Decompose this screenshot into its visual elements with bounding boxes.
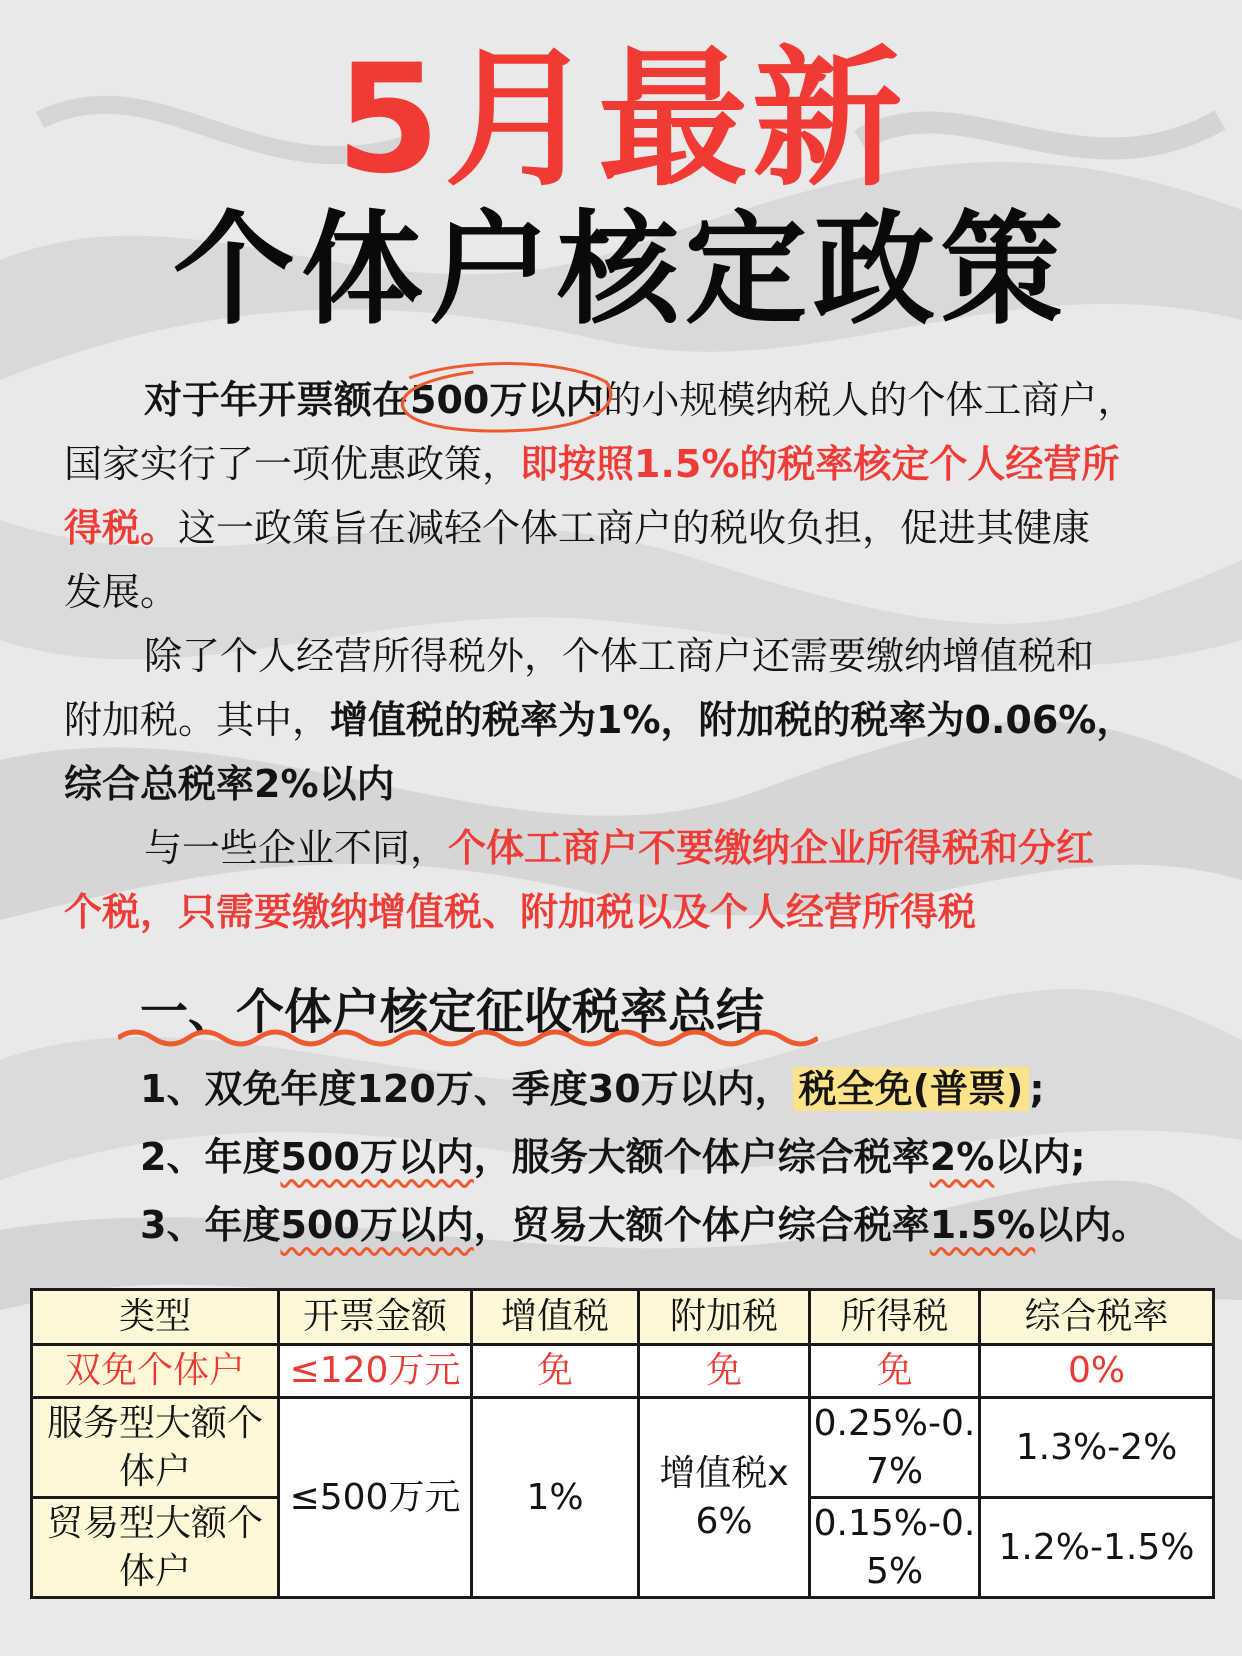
p1-text-d: 这一政策旨在减轻个体工商户的税收负担，促进其健康 bbox=[178, 506, 1091, 550]
table-cell: 0.15%-0.5% bbox=[810, 1498, 980, 1598]
list-1-suffix: ; bbox=[1029, 1067, 1045, 1111]
table-cell: 免 bbox=[472, 1345, 639, 1398]
list-item-2 bbox=[140, 1123, 1149, 1191]
p2-text-b: 附加税。其中， bbox=[64, 698, 331, 742]
p3-red-text-2: 个税，只需要缴纳增值税、附加税以及个人经营所得税 bbox=[64, 890, 977, 934]
table-header-cell: 类型 bbox=[32, 1290, 279, 1345]
table-cell: 增值税x6% bbox=[639, 1398, 810, 1598]
section-heading: 一、个体户核定征收税率总结 bbox=[140, 984, 765, 1040]
table-header-cell: 增值税 bbox=[472, 1290, 639, 1345]
list-2-prefix: 2、年度 bbox=[140, 1135, 281, 1179]
p2-text-a: 除了个人经营所得税外，个体工商户还需要缴纳增值税和 bbox=[144, 634, 1095, 678]
list-2-underline-1: 500万以内 bbox=[280, 1135, 474, 1179]
list-1-text: 1、双免年度120万、季度30万以内， bbox=[140, 1067, 793, 1111]
p1-red-text-2: 得税。 bbox=[64, 506, 179, 550]
table-cell: ≤120万元 bbox=[279, 1345, 472, 1398]
table-cell: ≤500万元 bbox=[279, 1398, 472, 1598]
p1-circled-text: 500万以内 bbox=[410, 378, 604, 422]
circled-500wan bbox=[410, 368, 603, 432]
p2-bold-total: 综合总税率2%以内 bbox=[64, 762, 395, 806]
table-cell: 贸易型大额个体户 bbox=[32, 1498, 279, 1598]
table-header-cell: 所得税 bbox=[810, 1290, 980, 1345]
title-line-2: 个体户核定政策 bbox=[173, 199, 1069, 341]
table-row bbox=[32, 1345, 1214, 1398]
list-item-1 bbox=[140, 1055, 1149, 1123]
list-3-underline-1: 500万以内 bbox=[280, 1203, 474, 1247]
list-2-mid: ，服务大额个体户综合税率 bbox=[473, 1135, 930, 1179]
list-1-highlight: 税全免(普票) bbox=[793, 1067, 1030, 1111]
table-header-cell: 综合税率 bbox=[980, 1290, 1214, 1345]
p1-text-c: 国家实行了一项优惠政策， bbox=[64, 442, 521, 486]
table-header-row bbox=[32, 1290, 1214, 1345]
table-row bbox=[32, 1398, 1214, 1498]
list-2-underline-2: 2% bbox=[929, 1135, 995, 1179]
table-cell: 0.25%-0.7% bbox=[810, 1398, 980, 1498]
table-cell: 1.3%-2% bbox=[980, 1398, 1214, 1498]
table-cell: 1% bbox=[472, 1398, 639, 1598]
paragraph-2 bbox=[64, 624, 1184, 816]
list-3-prefix: 3、年度 bbox=[140, 1203, 281, 1247]
table-cell: 服务型大额个体户 bbox=[32, 1398, 279, 1498]
list-3-mid: ，贸易大额个体户综合税率 bbox=[473, 1203, 930, 1247]
rate-summary-list bbox=[140, 1055, 1149, 1259]
p3-red-text-1: 个体工商户不要缴纳企业所得税和分红 bbox=[448, 826, 1095, 870]
p1-red-text-1: 即按照1.5%的税率核定个人经营所 bbox=[520, 442, 1120, 486]
list-2-suffix: 以内; bbox=[994, 1135, 1086, 1179]
tax-rate-table bbox=[30, 1288, 1215, 1599]
paragraph-3 bbox=[64, 816, 1184, 944]
table-cell: 免 bbox=[810, 1345, 980, 1398]
paragraph-1 bbox=[64, 368, 1184, 624]
p1-text-e: 发展。 bbox=[64, 570, 179, 614]
p1-text-a: 对于年开票额在 bbox=[144, 378, 411, 422]
table-cell: 0% bbox=[980, 1345, 1214, 1398]
table-header-cell: 开票金额 bbox=[279, 1290, 472, 1345]
table-cell: 免 bbox=[639, 1345, 810, 1398]
title-line-1: 5月最新 bbox=[335, 33, 907, 207]
list-3-underline-2: 1.5% bbox=[929, 1203, 1036, 1247]
list-item-3 bbox=[140, 1191, 1149, 1259]
p1-text-b: 的小规模纳税人的个体工商户， bbox=[603, 378, 1136, 422]
p3-text-a: 与一些企业不同， bbox=[144, 826, 449, 870]
p2-bold-rates: 增值税的税率为1%，附加税的税率为0.06%， bbox=[330, 698, 1135, 742]
table-cell: 双免个体户 bbox=[32, 1345, 279, 1398]
table-cell: 1.2%-1.5% bbox=[980, 1498, 1214, 1598]
table-header-cell: 附加税 bbox=[639, 1290, 810, 1345]
list-3-suffix: 以内。 bbox=[1035, 1203, 1150, 1247]
